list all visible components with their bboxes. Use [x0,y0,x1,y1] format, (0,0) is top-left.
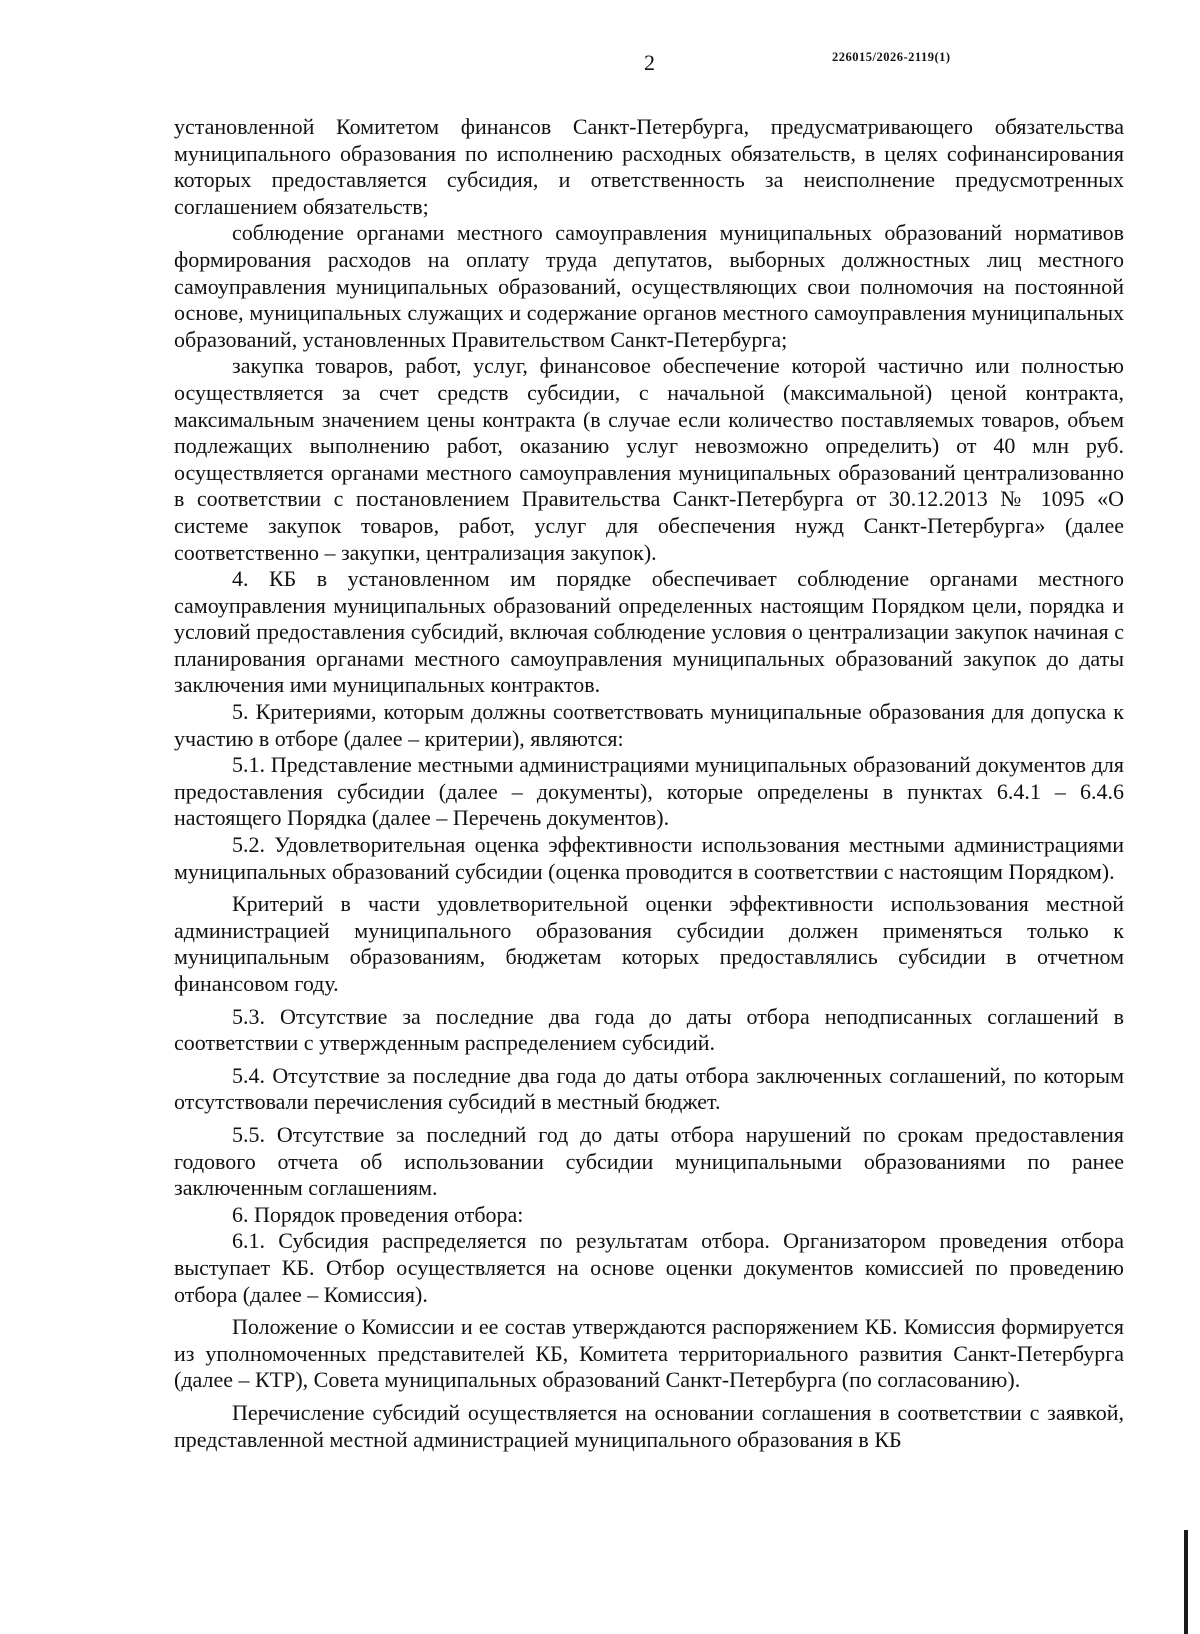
paragraph-item-6-1: 6.1. Субсидия распределяется по результатам отбора. Организатором проведения отбора выступает КБ. Отбор осуществляется на основе оценки документов комиссией по проведению отбора (далее – Комиссия). [174,1228,1124,1307]
paragraph-item-5-1: 5.1. Представление местными администрациями муниципальных образований документов для предоставления субсидии (далее – документы), которые определены в пунктах 6.4.1 – 6.4.6 настоящего Порядка (далее – Перечень документов). [174,752,1124,831]
paragraph-commission: Положение о Комиссии и ее состав утверждаются распоряжением КБ. Комиссия формируется из уполномоченных представителей КБ, Комитета территориального развития Санкт-Петербурга (далее – КТР), Совета муниципальных образований Санкт-Петербурга (по согласованию). [174,1314,1124,1393]
paragraph-agreement-form: установленной Комитетом финансов Санкт-Петербурга, предусматривающего обязательства муниципального образования по исполнению расходных обязательств, в целях софинансирования которых предоставляется субсидия, и ответственность за неисполнение предусмотренных соглашением обязательств; [174,114,1124,219]
document-registration-code: 226015/2026-2119(1) [832,50,951,64]
paragraph-item-5-5: 5.5. Отсутствие за последний год до даты отбора нарушений по срокам предоставления годового отчета об использовании субсидии муниципальными образованиями по ранее заключенным соглашениям. [174,1121,1124,1201]
paragraph-item-6: 6. Порядок проведения отбора: [232,1201,524,1227]
paragraph-payroll-norms: соблюдение органами местного самоуправления муниципальных образований нормативов формирования расходов на оплату труда депутатов, выборных должностных лиц местного самоуправления муниципальных образований, осуществляющих свои полномочия на постоянной основе, муниципальных служащих и содержание органов местного самоуправления муниципальных образований, установленных Правительством Санкт-Петербурга; [174,220,1124,352]
paragraph-item-4: 4. КБ в установленном им порядке обеспечивает соблюдение органами местного самоуправления муниципальных образований определенных настоящим Порядком цели, порядка и условий предоставления субсидий, включая соблюдение условия о централизации закупок начиная с планирования органами местного самоуправления муниципальных образований закупок до даты заключения ими муниципальных контрактов. [174,566,1124,698]
paragraph-criterion-note: Критерий в части удовлетворительной оценки эффективности использования местной администрацией муниципального образования субсидии должен применяться только к муниципальным образованиям, бюджетам которых предоставлялись субсидии в отчетном финансовом году. [174,891,1124,996]
page-number: 2 [644,50,656,75]
paragraph-item-5-3: 5.3. Отсутствие за последние два года до даты отбора неподписанных соглашений в соответствии с утвержденным распределением субсидий. [174,1003,1124,1056]
paragraph-item-5-4: 5.4. Отсутствие за последние два года до даты отбора заключенных соглашений, по которым отсутствовали перечисления субсидий в местный бюджет. [174,1062,1124,1115]
scan-edge-mark [1184,1530,1188,1634]
document-body [174,114,1124,1453]
paragraph-item-5-2: 5.2. Удовлетворительная оценка эффективности использования местными администрациями муниципальных образований субсидии (оценка проводится в соответствии с настоящим Порядком). [174,832,1124,884]
paragraph-transfer: Перечисление субсидий осуществляется на основании соглашения в соответствии с заявкой, представленной местной администрацией муниципального образования в КБ [174,1399,1124,1452]
paragraph-centralized-procurement: закупка товаров, работ, услуг, финансовое обеспечение которой частично или полностью осуществляется за счет средств субсидии, с начальной (максимальной) ценой контракта, максимальным значением цены контракта (в случае если количество поставляемых товаров, объем подлежащих выполнению работ, оказанию услуг невозможно определить) от 40 млн руб. осуществляется органами местного самоуправления муниципальных образований централизованно в соответствии с постановлением Правительства Санкт-Петербурга от 30.12.2013 № 1095 «О системе закупок товаров, работ, услуг для обеспечения нужд Санкт-Петербурга» (далее соответственно – закупки, централизация закупок). [174,353,1124,565]
paragraph-item-5: 5. Критериями, которым должны соответствовать муниципальные образования для допуска к участию в отборе (далее – критерии), являются: [174,699,1124,751]
